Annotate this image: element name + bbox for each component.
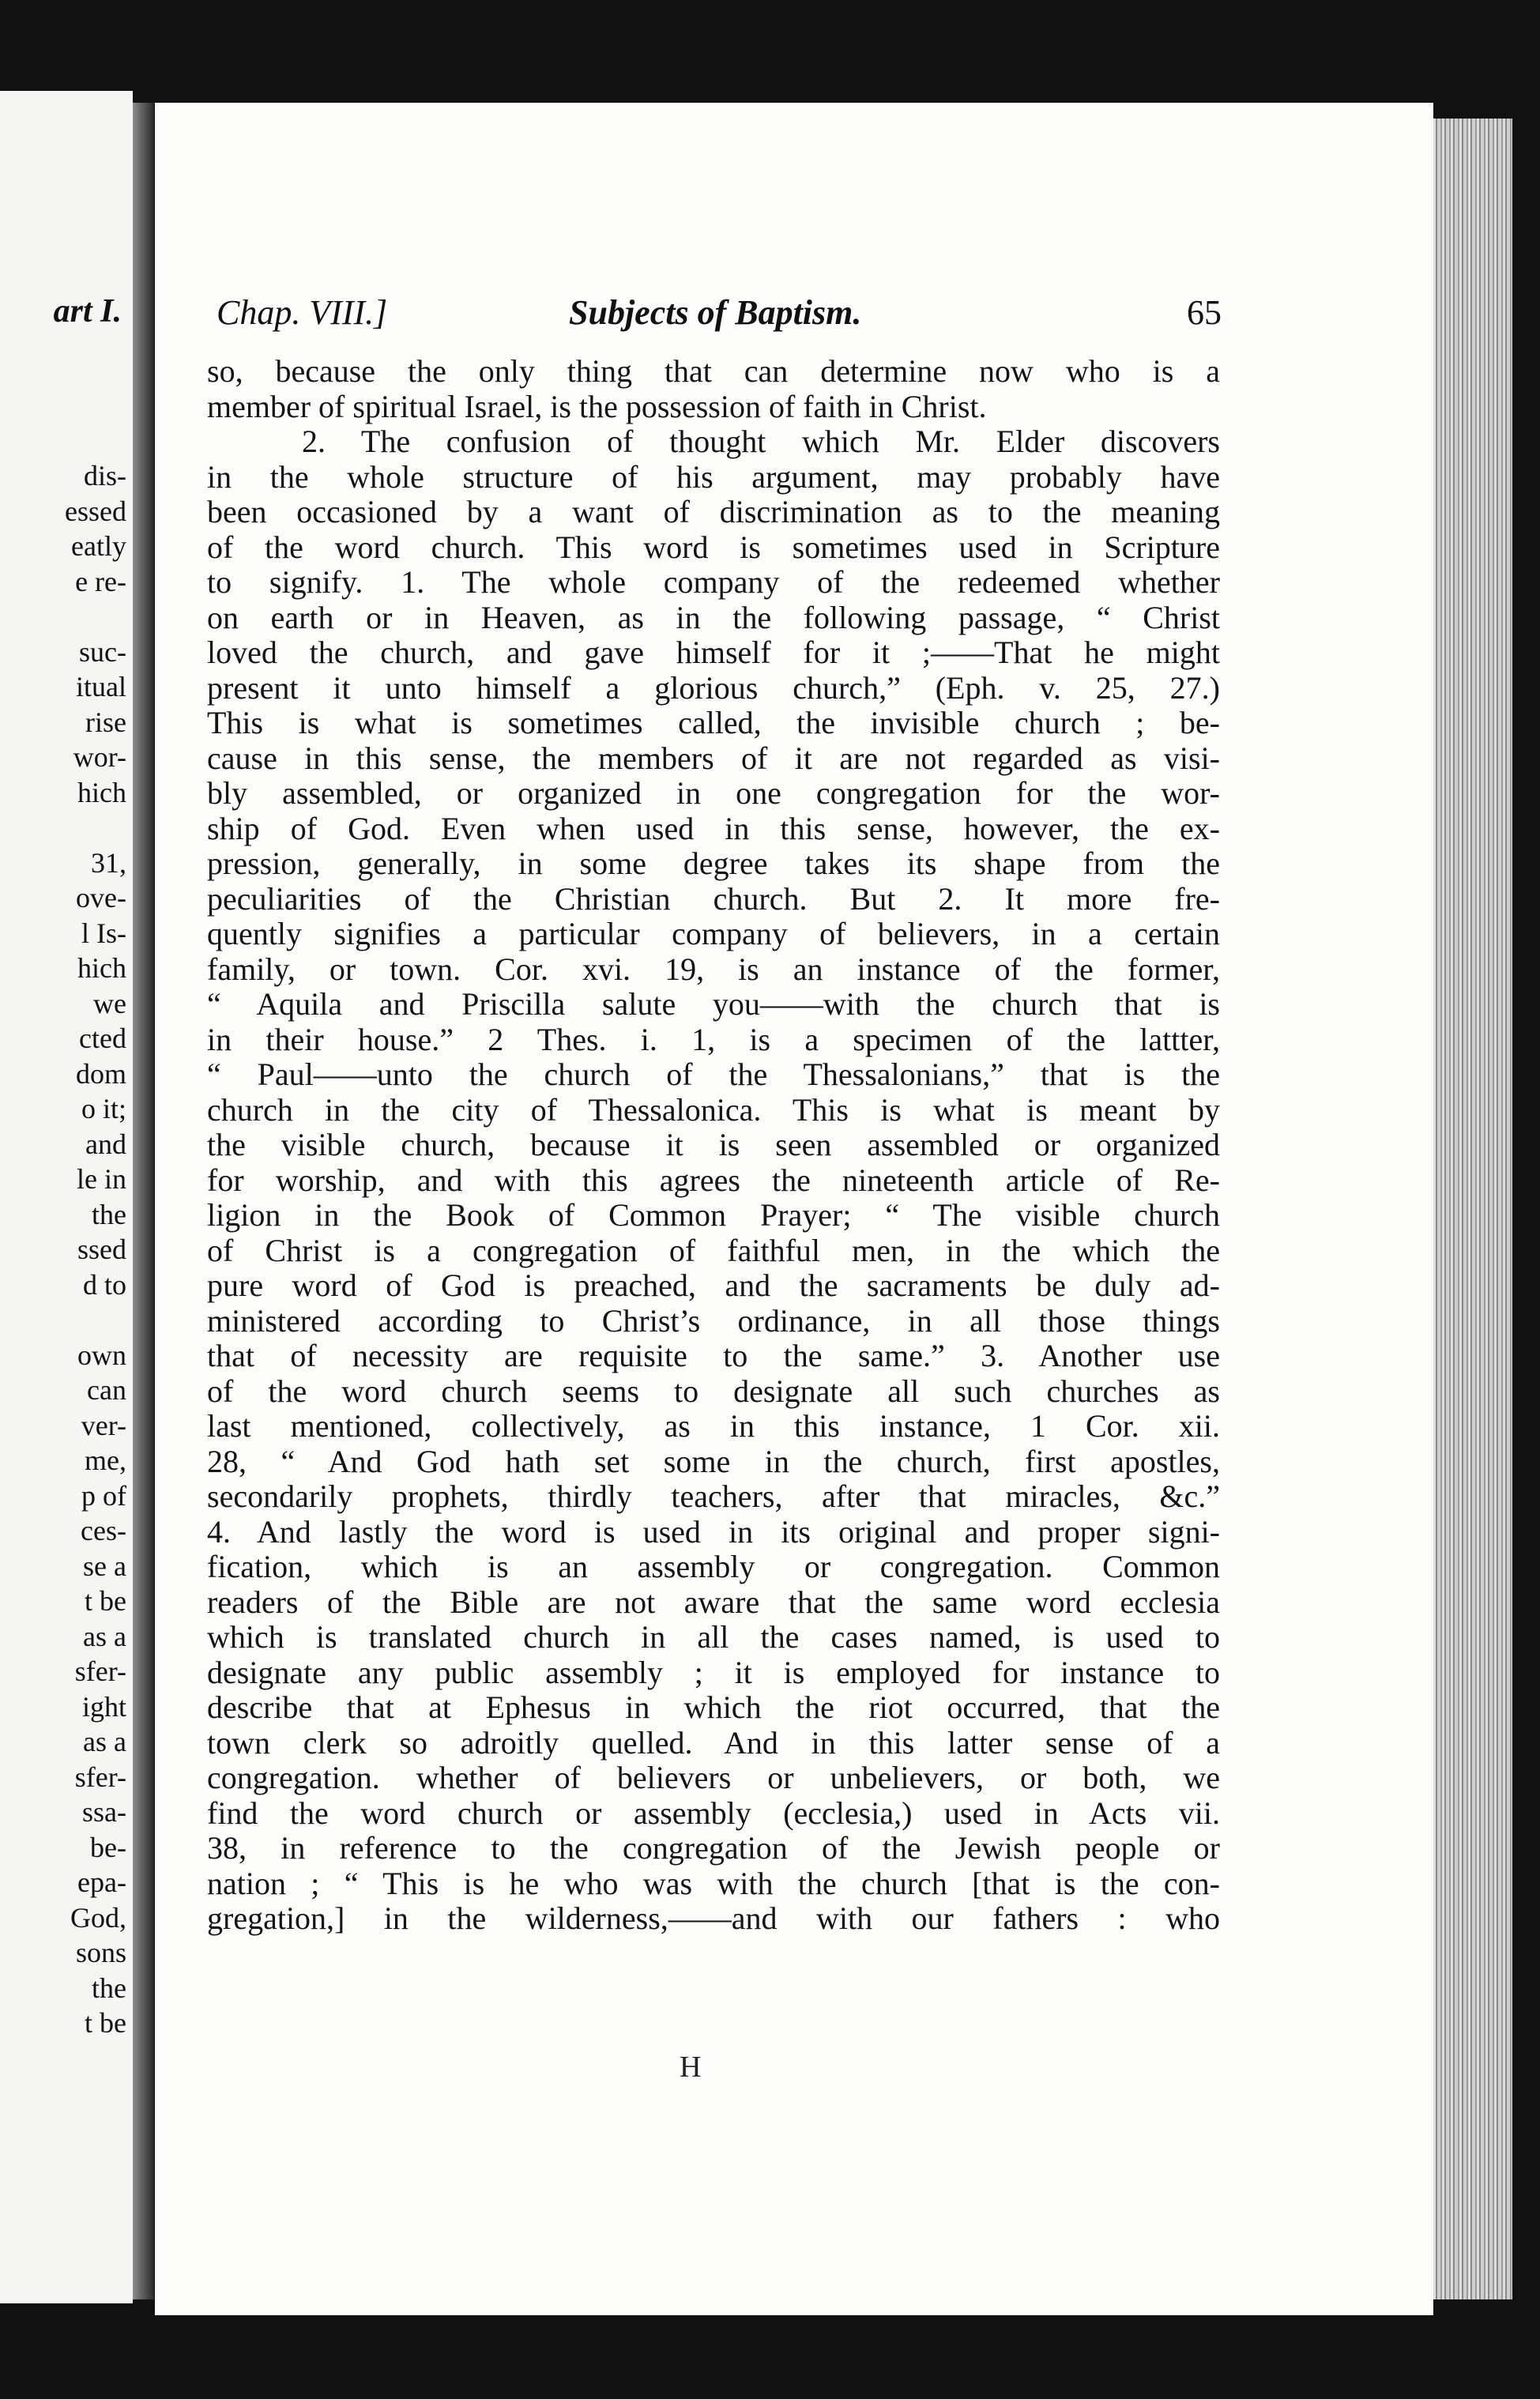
- text-line: “ Paul——unto the church of the Thessalonians,” that is the: [207, 1056, 1220, 1092]
- text-line: peculiarities of the Christian church. But 2. It more fre-: [207, 880, 1220, 917]
- text-line: loved the church, and gave himself for it ;——That he might: [207, 635, 1220, 670]
- previous-page-edge: [0, 91, 133, 2303]
- previous-page-line: d to: [82, 1268, 126, 1301]
- text-line: member of spiritual Israel, is the possession of faith in Christ.: [207, 388, 987, 424]
- previous-page-line: o it;: [81, 1093, 126, 1124]
- text-line: last mentioned, collectively, as in this instance, 1 Cor. xii.: [207, 1408, 1220, 1444]
- text-line: congregation. whether of believers or unbelievers, or both, we: [207, 1760, 1220, 1795]
- previous-page-line: e re-: [75, 565, 126, 597]
- text-line: on earth or in Heaven, as in the following passage, “ Christ: [207, 599, 1220, 635]
- text-line: to signify. 1. The whole company of the redeemed whether: [207, 564, 1220, 600]
- text-line: that of necessity are requisite to the same.” 3. Another use: [207, 1338, 1220, 1373]
- text-line: of the word church. This word is sometimes used in Scripture: [207, 529, 1220, 565]
- previous-page-line: epa-: [77, 1866, 126, 1898]
- text-line: describe that at Ephesus in which the riot occurred, that the: [207, 1689, 1220, 1725]
- text-line: present it unto himself a glorious church,” (Eph. v. 25, 27.): [207, 669, 1220, 706]
- text-line: 2. The confusion of thought which Mr. Elder discovers: [302, 424, 1220, 459]
- text-line: bly assembled, or organized in one congregation for the wor-: [207, 775, 1220, 811]
- previous-page-line: sfer-: [74, 1761, 126, 1793]
- previous-page-line: l Is-: [81, 917, 126, 949]
- text-line: been occasioned by a want of discrimination as to the meaning: [207, 494, 1220, 529]
- text-line: readers of the Bible are not aware that the same word ecclesia: [207, 1584, 1220, 1620]
- text-line: of Christ is a congregation of faithful men, in the which the: [207, 1232, 1220, 1268]
- previous-page-line: se a: [83, 1550, 126, 1582]
- previous-page-line: and: [85, 1128, 126, 1160]
- previous-page-line: essed: [65, 495, 126, 527]
- previous-page-line: can: [87, 1374, 126, 1406]
- previous-page-line: rise: [85, 706, 126, 738]
- text-line: in their house.” 2 Thes. i. 1, is a specimen of the lattter,: [207, 1021, 1220, 1057]
- text-line: “ Aquila and Priscilla salute you——with the church that is: [207, 986, 1220, 1022]
- previous-page-line: cted: [79, 1022, 126, 1054]
- page-stack-edge: [1433, 119, 1512, 2299]
- previous-page-line: the: [92, 1198, 126, 1230]
- text-line: fication, which is an assembly or congregation. Common: [207, 1549, 1220, 1584]
- text-line: nation ; “ This is he who was with the church [that is the con-: [207, 1865, 1220, 1901]
- previous-page-line: eatly: [71, 530, 126, 562]
- previous-page-line: be-: [90, 1831, 126, 1863]
- text-line: 4. And lastly the word is used in its original and proper signi-: [207, 1513, 1220, 1550]
- text-line: gregation,] in the wilderness,——and with our fathers : who: [207, 1900, 1220, 1936]
- previous-page-line: sons: [75, 1937, 126, 1968]
- previous-page-line: hich: [77, 952, 126, 984]
- previous-page-line: we: [93, 987, 126, 1019]
- text-line: 38, in reference to the congregation of the Jewish people or: [207, 1830, 1220, 1866]
- signature-mark: H: [680, 2051, 702, 2084]
- text-line: for worship, and with this agrees the nineteenth article of Re-: [207, 1162, 1220, 1198]
- text-line: This is what is sometimes called, the invisible church ; be-: [207, 705, 1220, 740]
- previous-page-line: hich: [77, 776, 126, 808]
- text-line: 28, “ And God hath set some in the church, first apostles,: [207, 1443, 1220, 1479]
- text-line: town clerk so adroitly quelled. And in this latter sense of a: [207, 1724, 1220, 1761]
- text-line: which is translated church in all the cases named, is used to: [207, 1619, 1220, 1655]
- previous-page-header: art I.: [53, 293, 122, 330]
- body-text: [207, 354, 1220, 1937]
- previous-page-line: dis-: [84, 460, 126, 491]
- text-line: quently signifies a particular company of believers, in a certain: [207, 916, 1220, 951]
- page-title: Subjects of Baptism.: [569, 293, 862, 332]
- previous-page-line: p of: [81, 1479, 126, 1512]
- previous-page-line: 31,: [91, 846, 126, 879]
- text-line: family, or town. Cor. xvi. 19, is an instance of the former,: [207, 951, 1220, 987]
- text-line: secondarily prophets, thirdly teachers, after that miracles, &c.”: [207, 1478, 1220, 1514]
- text-line: find the word church or assembly (ecclesia,) used in Acts vii.: [207, 1795, 1220, 1831]
- previous-page-line: ssed: [77, 1233, 126, 1265]
- previous-page-line: as a: [83, 1620, 126, 1652]
- previous-page-line: ove-: [76, 882, 126, 913]
- previous-page-line: own: [77, 1339, 126, 1371]
- text-line: pure word of God is preached, and the sacraments be duly ad-: [207, 1267, 1220, 1303]
- text-line: ministered according to Christ’s ordinance, in all those things: [207, 1302, 1220, 1339]
- text-line: ship of God. Even when used in this sense, however, the ex-: [207, 810, 1220, 846]
- running-header: [217, 292, 1222, 340]
- text-line: pression, generally, in some degree takes its shape from the: [207, 845, 1220, 881]
- previous-page-line: le in: [77, 1163, 126, 1195]
- text-line: of the word church seems to designate all such churches as: [207, 1373, 1220, 1409]
- text-line: designate any public assembly ; it is employed for instance to: [207, 1654, 1220, 1690]
- previous-page-line: itual: [76, 671, 126, 702]
- previous-page-line: suc-: [79, 635, 126, 668]
- text-line: ligion in the Book of Common Prayer; “ The visible church: [207, 1197, 1220, 1233]
- text-line: church in the city of Thessalonica. This is what is meant by: [207, 1091, 1220, 1128]
- previous-page-line: ssa-: [82, 1796, 126, 1828]
- text-line: in the whole structure of his argument, may probably have: [207, 458, 1220, 495]
- previous-page-line: sfer-: [74, 1655, 126, 1687]
- previous-page-line: ces-: [81, 1515, 126, 1546]
- text-line: so, because the only thing that can determine now who is a: [207, 353, 1220, 389]
- page-number: 65: [1187, 293, 1222, 332]
- previous-page-line: dom: [75, 1057, 126, 1090]
- previous-page-line: ight: [81, 1690, 126, 1723]
- previous-page-line: t be: [85, 1585, 126, 1617]
- previous-page-line: as a: [83, 1726, 126, 1757]
- previous-page-line: me,: [85, 1444, 126, 1476]
- previous-page-line: the: [92, 1972, 126, 2004]
- previous-page-line: God,: [70, 1901, 126, 1934]
- previous-page-line: t be: [85, 2007, 126, 2039]
- previous-page-line: ver-: [81, 1409, 126, 1441]
- chapter-label: Chap. VIII.]: [217, 293, 388, 332]
- text-line: cause in this sense, the members of it are not regarded as visi-: [207, 740, 1220, 776]
- text-line: the visible church, because it is seen assembled or organized: [207, 1127, 1220, 1162]
- previous-page-line: wor-: [73, 741, 126, 773]
